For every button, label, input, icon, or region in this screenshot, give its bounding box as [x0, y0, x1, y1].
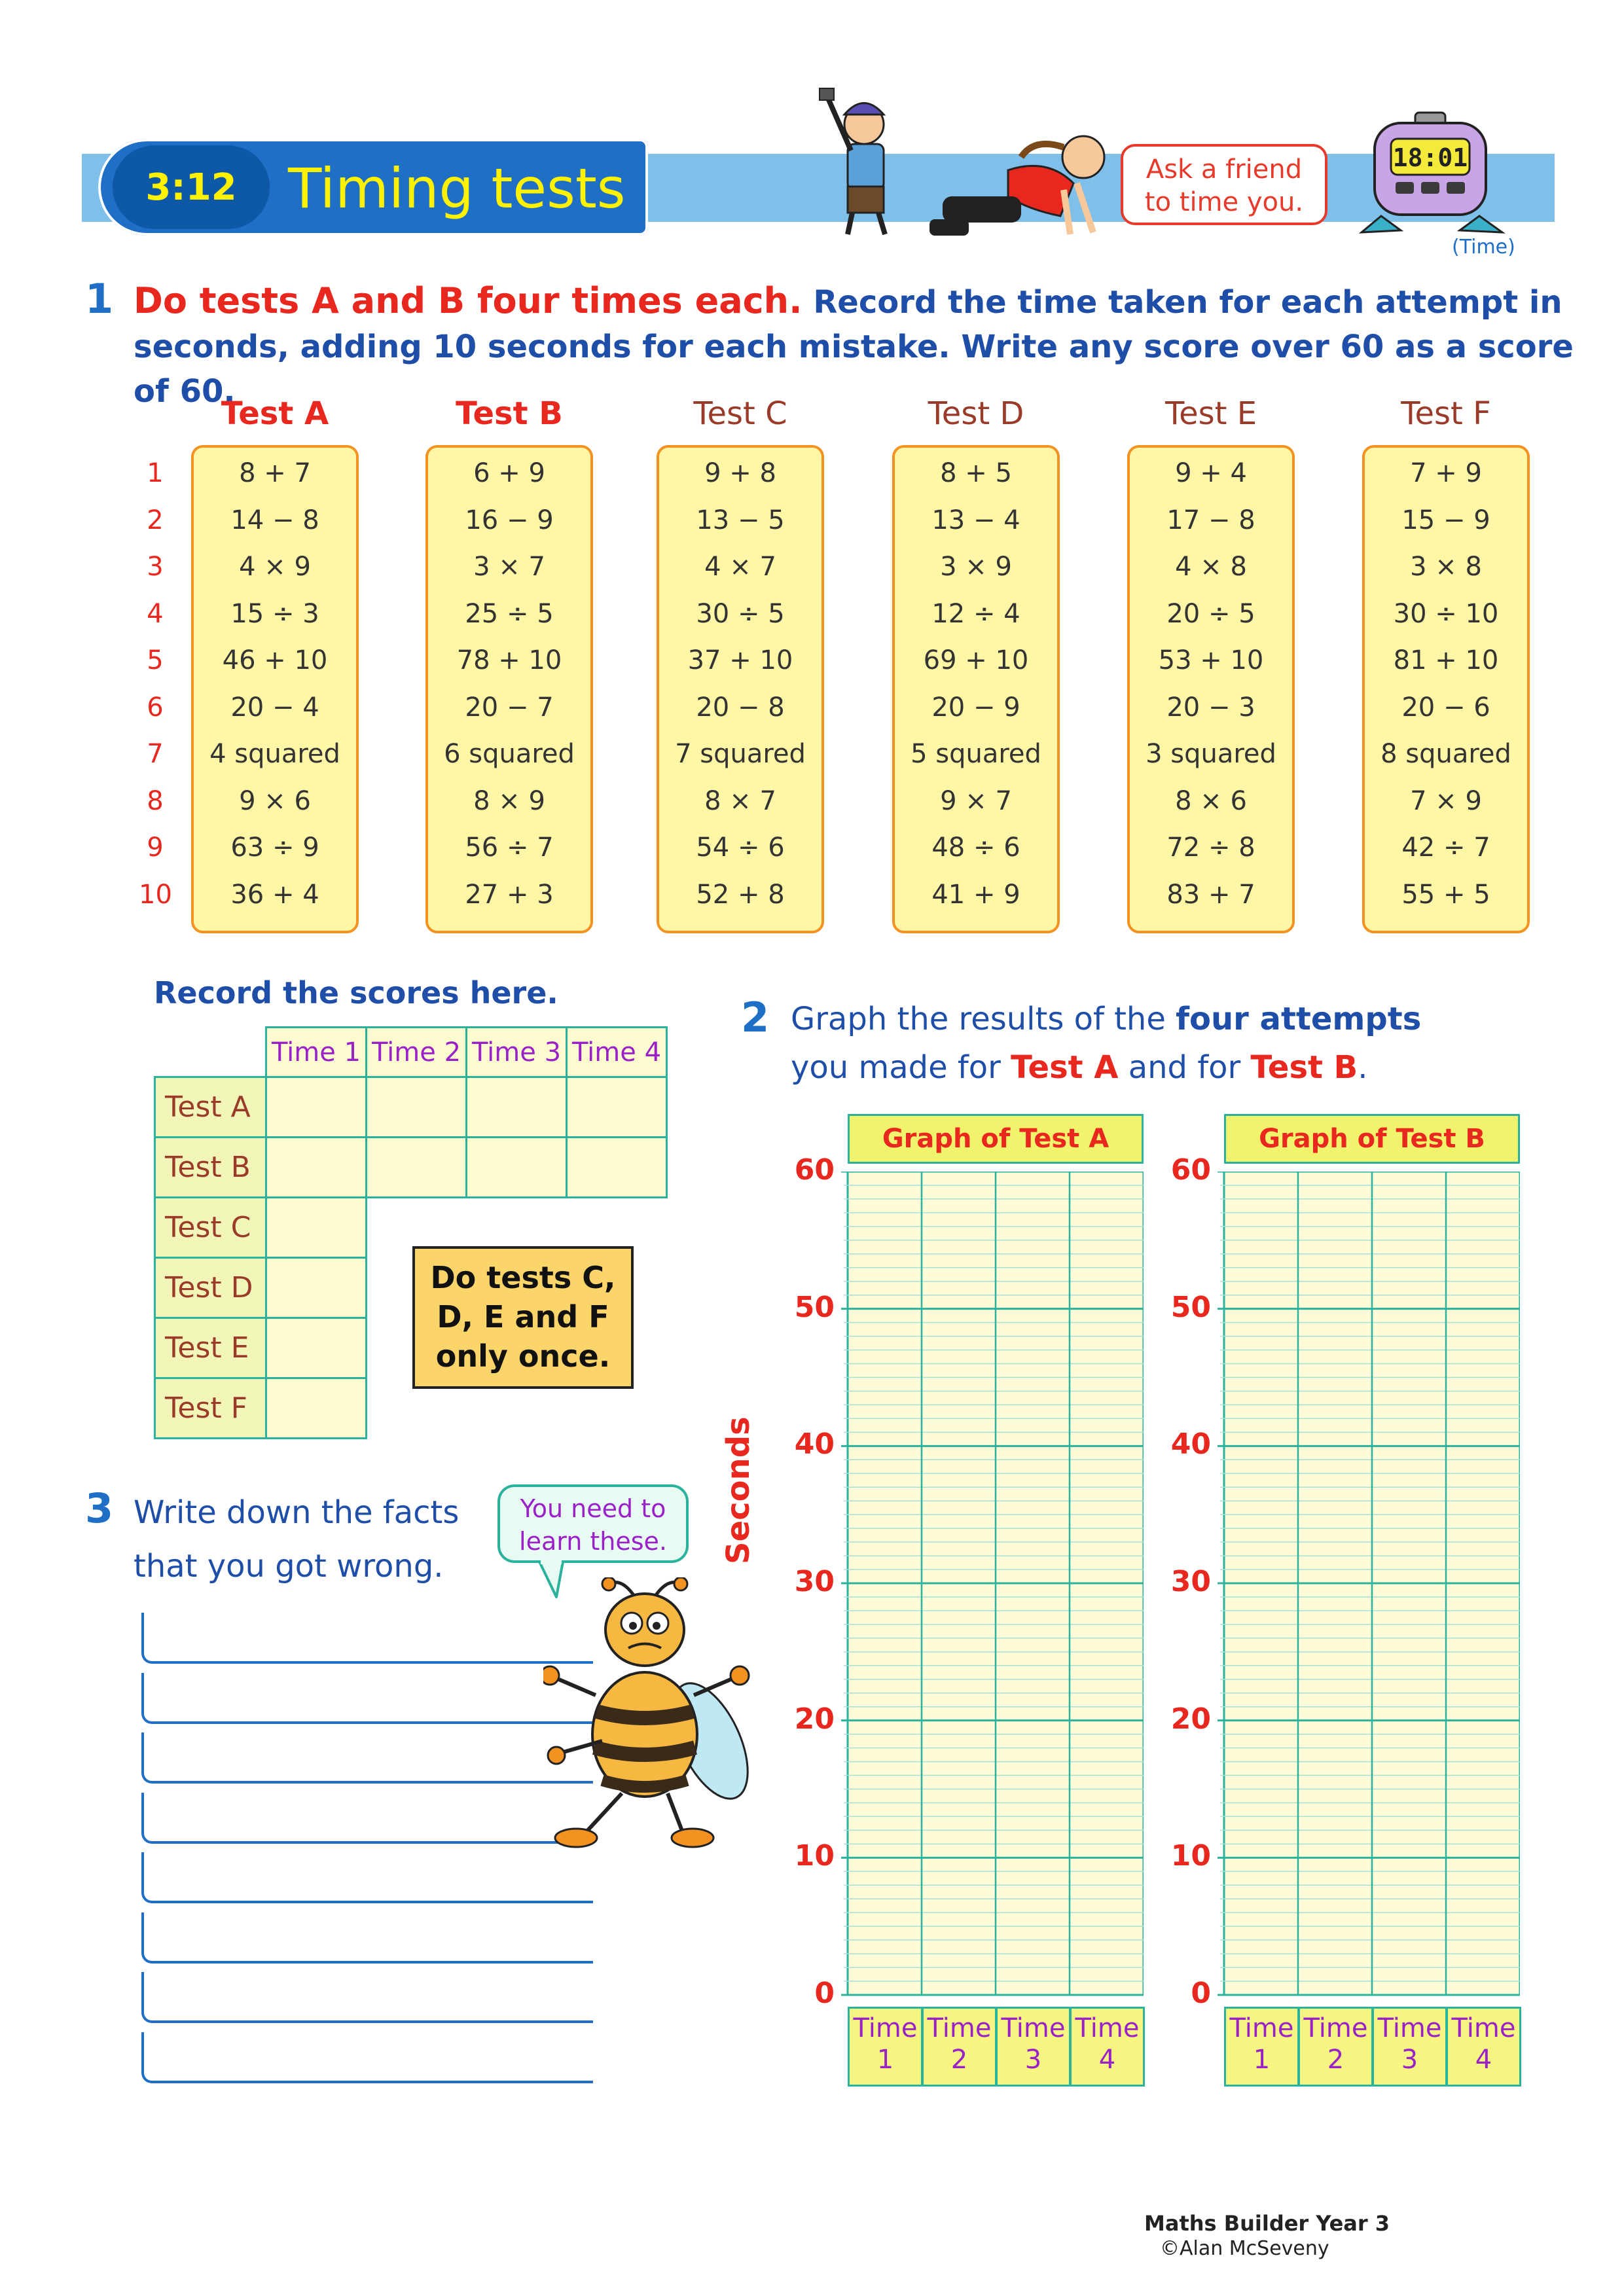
x-axis-cell: [848, 2007, 923, 2087]
footer-title: Maths Builder Year 3: [1144, 2211, 1390, 2236]
test-fact: 3 × 9: [940, 552, 1012, 582]
test-fact: 5 squared: [911, 739, 1041, 769]
test-fact: 8 × 6: [1175, 785, 1247, 816]
speech-line2: learn these.: [519, 1527, 667, 1556]
test-fact: 25 ÷ 5: [465, 598, 554, 629]
score-cell[interactable]: [265, 1196, 367, 1259]
answer-line[interactable]: [141, 1972, 593, 2023]
test-fact: 4 squared: [209, 739, 340, 769]
x-axis-cell: [922, 2007, 997, 2087]
test-fact: 72 ÷ 8: [1166, 833, 1255, 863]
note-line1: Do tests C,: [430, 1260, 616, 1295]
record-column-header: Time 1: [265, 1026, 367, 1078]
record-row-header: Test F: [154, 1377, 267, 1439]
speech-bubble: [497, 1484, 689, 1563]
y-tick-label: 40: [794, 1427, 835, 1462]
friend-note-line1: Ask a friend: [1146, 154, 1303, 185]
test-fact: 14 − 8: [230, 505, 319, 535]
record-row-header: Test D: [154, 1257, 267, 1319]
x-axis-label: Time: [1001, 2013, 1066, 2043]
test-fact: 16 − 9: [465, 505, 554, 535]
record-row-header: Test B: [154, 1136, 267, 1198]
score-cell[interactable]: [265, 1076, 367, 1138]
answer-line[interactable]: [141, 1732, 593, 1784]
score-cell[interactable]: [265, 1257, 367, 1319]
test-fact: 37 + 10: [687, 645, 793, 675]
q3-line2: that you got wrong.: [134, 1548, 444, 1585]
page-title: Timing tests: [288, 156, 626, 221]
x-axis-label: Time: [1303, 2013, 1368, 2043]
score-cell[interactable]: [265, 1136, 367, 1198]
test-fact: 30 ÷ 5: [696, 598, 785, 629]
test-fact: 53 + 10: [1158, 645, 1264, 675]
q2-part-b: you made for: [791, 1049, 1011, 1086]
score-cell[interactable]: [566, 1076, 668, 1138]
test-fact: 9 × 7: [940, 785, 1012, 816]
test-fact: 9 + 8: [704, 458, 776, 488]
answer-line[interactable]: [141, 1793, 593, 1844]
test-heading: Test C: [693, 395, 787, 432]
answer-line[interactable]: [141, 1613, 593, 1664]
test-fact: 13 − 5: [696, 505, 785, 535]
tests-cdef-note: [412, 1246, 634, 1389]
test-fact: 41 + 9: [931, 879, 1020, 910]
score-cell[interactable]: [265, 1377, 367, 1439]
test-fact: 46 + 10: [222, 645, 328, 675]
x-axis-cell: [1372, 2007, 1447, 2087]
kids-running-race-illustration: [812, 85, 1165, 242]
q2-part-c: and for: [1118, 1049, 1251, 1086]
answer-line[interactable]: [141, 1673, 593, 1724]
test-fact: 6 squared: [444, 739, 575, 769]
record-column-header: Time 2: [365, 1026, 467, 1078]
x-axis-label: Time: [1229, 2013, 1294, 2043]
score-cell[interactable]: [365, 1076, 467, 1138]
graph-title: Graph of Test A: [848, 1114, 1144, 1164]
test-fact: 4 × 7: [704, 552, 776, 582]
score-cell[interactable]: [265, 1317, 367, 1379]
question-1-instructions: Record the time taken for each attempt in seconds, adding 10 seconds for each mistake. Write any score over 60 as a score of 60.: [134, 284, 1574, 410]
test-fact: 30 ÷ 10: [1393, 598, 1499, 629]
y-tick-label: 0: [1191, 1977, 1211, 2010]
y-tick-label: 60: [794, 1153, 835, 1187]
test-fact: 20 − 4: [230, 692, 319, 723]
test-fact: 69 + 10: [923, 645, 1029, 675]
x-axis-label: Time: [1377, 2013, 1442, 2043]
score-cell[interactable]: [566, 1136, 668, 1198]
row-number: 5: [147, 645, 164, 675]
test-fact: 15 − 9: [1401, 505, 1490, 535]
bee-character-illustration: [543, 1577, 753, 1852]
x-axis-number: 4: [1098, 2045, 1116, 2075]
test-fact: 78 + 10: [456, 645, 562, 675]
x-axis-label: Time: [927, 2013, 992, 2043]
graph-grid[interactable]: [1218, 1172, 1520, 1998]
test-fact: 20 ÷ 5: [1166, 598, 1255, 629]
x-axis-number: 3: [1024, 2045, 1042, 2075]
row-number: 2: [147, 505, 164, 535]
test-fact: 8 + 7: [239, 458, 311, 488]
time-caption: (Time): [1452, 236, 1515, 259]
row-number: 4: [147, 598, 164, 629]
q2-test-b: Test B: [1250, 1049, 1358, 1086]
y-tick-label: 10: [794, 1839, 835, 1873]
test-fact: 20 − 3: [1166, 692, 1255, 723]
score-cell[interactable]: [465, 1076, 568, 1138]
record-heading: Record the scores here.: [154, 975, 558, 1011]
x-axis-cell: [996, 2007, 1071, 2087]
y-tick-label: 60: [1170, 1153, 1211, 1187]
x-axis-number: 2: [950, 2045, 968, 2075]
footer-copyright: ©Alan McSeveny: [1160, 2237, 1329, 2260]
y-tick-label: 50: [794, 1290, 835, 1324]
q3-line1: Write down the facts: [134, 1494, 460, 1531]
lesson-number: 3:12: [113, 145, 270, 229]
test-heading: Test A: [221, 395, 329, 432]
test-heading: Test D: [928, 395, 1024, 432]
note-line2: D, E and F: [437, 1299, 609, 1335]
question-1-emphasis: Do tests A and B four times each.: [134, 280, 803, 321]
test-heading: Test B: [456, 395, 563, 432]
y-tick-label: 40: [1170, 1427, 1211, 1462]
test-fact: 9 × 6: [239, 785, 311, 816]
x-axis-number: 1: [1253, 2045, 1271, 2075]
test-fact: 20 − 9: [931, 692, 1020, 723]
test-fact: 7 × 9: [1410, 785, 1482, 816]
x-axis-cell: [1224, 2007, 1299, 2087]
test-fact: 4 × 8: [1175, 552, 1247, 582]
x-axis-number: 2: [1327, 2045, 1344, 2075]
test-fact: 8 + 5: [940, 458, 1012, 488]
test-fact: 20 − 8: [696, 692, 785, 723]
test-fact: 36 + 4: [230, 879, 319, 910]
x-axis-cell: [1070, 2007, 1145, 2087]
test-fact: 7 squared: [675, 739, 806, 769]
answer-line[interactable]: [141, 2032, 593, 2083]
test-heading: Test E: [1164, 395, 1257, 432]
x-axis-label: Time: [853, 2013, 918, 2043]
test-fact: 12 ÷ 4: [931, 598, 1020, 629]
test-fact: 81 + 10: [1393, 645, 1499, 675]
test-fact: 8 squared: [1380, 739, 1511, 769]
test-fact: 48 ÷ 6: [931, 833, 1020, 863]
test-fact: 4 × 9: [239, 552, 311, 582]
test-fact: 17 − 8: [1166, 505, 1255, 535]
score-cell[interactable]: [365, 1136, 467, 1198]
x-axis-number: 4: [1475, 2045, 1492, 2075]
y-tick-label: 10: [1170, 1839, 1211, 1873]
stopwatch-character-illustration: [1355, 111, 1506, 236]
test-fact: 42 ÷ 7: [1401, 833, 1490, 863]
question-3-number: 3: [85, 1484, 114, 1532]
y-tick-label: 30: [794, 1565, 835, 1598]
x-axis-label: Time: [1075, 2013, 1140, 2043]
test-fact: 3 squared: [1146, 739, 1276, 769]
x-axis-cell: [1446, 2007, 1521, 2087]
test-fact: 63 ÷ 9: [230, 833, 319, 863]
record-row-header: Test A: [154, 1076, 267, 1138]
graph-title: Graph of Test B: [1224, 1114, 1520, 1164]
y-tick-label: 20: [1170, 1702, 1211, 1736]
test-fact: 3 × 8: [1410, 552, 1482, 582]
test-fact: 52 + 8: [696, 879, 785, 910]
test-fact: 7 + 9: [1410, 458, 1482, 488]
note-line3: only once.: [435, 1338, 611, 1374]
test-fact: 56 ÷ 7: [465, 833, 554, 863]
test-heading: Test F: [1401, 395, 1491, 432]
test-fact: 8 × 9: [473, 785, 545, 816]
row-number: 9: [147, 833, 164, 863]
answer-line[interactable]: [141, 1912, 593, 1964]
test-fact: 3 × 7: [473, 552, 545, 582]
question-2-number: 2: [741, 994, 770, 1041]
q2-bold: four attempts: [1176, 1001, 1422, 1037]
friend-note-line2: to time you.: [1144, 187, 1304, 217]
record-row-header: Test E: [154, 1317, 267, 1379]
question-2-text: [791, 995, 1478, 1092]
question-1-text: [134, 279, 1574, 414]
x-axis-cell: [1298, 2007, 1373, 2087]
y-tick-label: 20: [794, 1702, 835, 1736]
graph-grid[interactable]: [841, 1172, 1144, 1998]
y-tick-label: 0: [814, 1977, 835, 2010]
q2-part-d: .: [1358, 1049, 1368, 1086]
x-axis-number: 3: [1401, 2045, 1418, 2075]
test-fact: 83 + 7: [1166, 879, 1255, 910]
y-axis-label: Seconds: [720, 1416, 757, 1564]
test-fact: 8 × 7: [704, 785, 776, 816]
score-cell[interactable]: [465, 1136, 568, 1198]
test-fact: 55 + 5: [1401, 879, 1490, 910]
test-fact: 15 ÷ 3: [230, 598, 319, 629]
row-number: 3: [147, 552, 164, 582]
answer-line[interactable]: [141, 1852, 593, 1903]
q2-test-a: Test A: [1011, 1049, 1119, 1086]
test-fact: 20 − 6: [1401, 692, 1490, 723]
record-column-header: Time 3: [465, 1026, 568, 1078]
y-tick-label: 50: [1170, 1290, 1211, 1324]
test-fact: 27 + 3: [465, 879, 554, 910]
y-tick-label: 30: [1170, 1565, 1211, 1598]
row-number: 7: [147, 739, 164, 769]
row-number: 1: [147, 458, 164, 488]
record-column-header: Time 4: [566, 1026, 668, 1078]
question-1-number: 1: [85, 275, 114, 323]
test-fact: 20 − 7: [465, 692, 554, 723]
friend-note: [1121, 144, 1327, 225]
q2-part-a: Graph the results of the: [791, 1001, 1176, 1037]
test-fact: 6 + 9: [473, 458, 545, 488]
test-fact: 9 + 4: [1175, 458, 1247, 488]
row-number: 6: [147, 692, 164, 723]
record-row-header: Test C: [154, 1196, 267, 1259]
question-3-text: [134, 1486, 552, 1593]
x-axis-number: 1: [876, 2045, 894, 2075]
test-fact: 54 ÷ 6: [696, 833, 785, 863]
stopwatch-display: 18:01: [1392, 143, 1468, 172]
speech-line1: You need to: [520, 1494, 666, 1523]
row-number: 8: [147, 785, 164, 816]
x-axis-label: Time: [1451, 2013, 1516, 2043]
row-number: 10: [139, 879, 172, 910]
test-fact: 13 − 4: [931, 505, 1020, 535]
